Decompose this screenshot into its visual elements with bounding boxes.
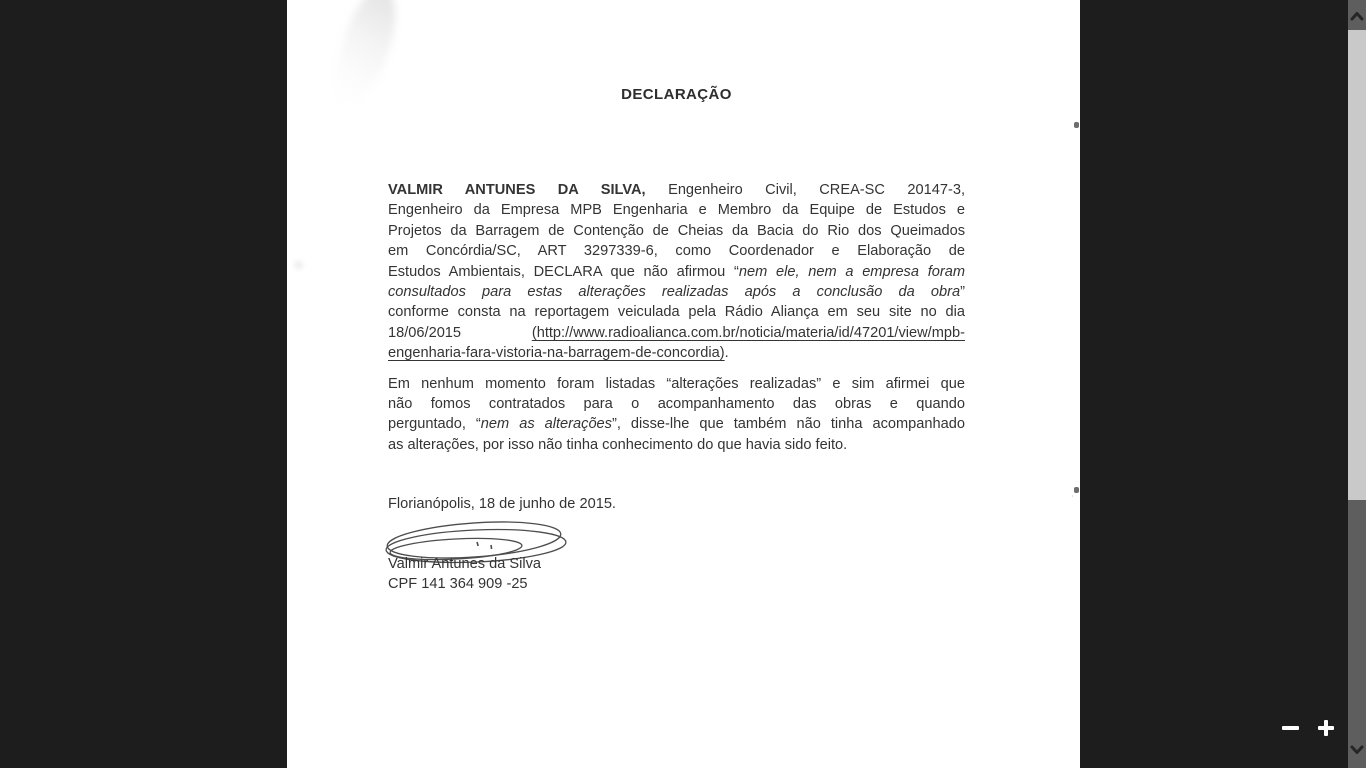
text-segment: . [724,345,729,362]
document-page [287,0,1080,768]
minus-icon [1282,726,1299,730]
text-segment: conforme consta na reportagem veiculada pela Rádio Aliança em seu site no dia [388,304,965,321]
scan-speck [1074,122,1079,128]
text-line [388,343,965,363]
signatory-name: Valmir Antunes da Silva [388,556,542,572]
text-segment: ”, disse-lhe que também não tinha acompanhado [611,416,965,433]
text-segment: ” [960,284,965,301]
url-text: engenharia-fara-vistoria-na-barragem-de-concordia) [388,345,725,362]
text-segment: Estudos Ambientais, DECLARA que não afirmou “ [388,263,739,280]
scroll-up-button[interactable] [1348,4,1366,28]
text-line [388,323,965,343]
document-body [388,180,965,455]
scan-smudge [288,255,308,275]
text-segment: consultados para estas alterações realizadas após a conclusão da obra [388,284,961,301]
chevron-down-icon [1350,745,1364,755]
text-segment: nem ele, nem a empresa foram [738,263,966,280]
zoom-controls [1276,713,1340,743]
document-title: DECLARAÇÃO [621,86,732,103]
text-line [388,221,965,241]
text-line [388,394,965,414]
zoom-in-button[interactable] [1312,713,1340,743]
text-segment: não fomos contratados para o acompanhamento das obras e quando [388,396,965,413]
text-line [388,241,965,261]
text-segment: as alterações, por isso não tinha conhecimento do que havia sido feito. [388,436,848,453]
paragraph [388,180,965,364]
text-line [388,180,965,200]
text-segment: perguntado, “ [388,416,481,433]
text-line [388,302,965,322]
text-segment: em Concórdia/SC, ART 3297339-6, como Coordenador e Elaboração de [388,243,965,260]
text-segment: Engenheiro da Empresa MPB Engenharia e Membro da Equipe de Estudos e [388,202,965,219]
url-text: (http://www.radioalianca.com.br/noticia/materia/id/47201/view/mpb- [531,324,965,341]
zoom-out-button[interactable] [1276,713,1304,743]
text-line [388,414,965,434]
text-segment: VALMIR ANTUNES DA SILVA, [388,182,646,198]
chevron-up-icon [1350,11,1364,21]
plus-icon [1318,720,1334,736]
text-segment: nem as alterações [480,416,612,433]
text-segment: Projetos da Barragem de Contenção de Cheias da Bacia do Rio dos Queimados [388,222,965,239]
text-segment: Em nenhum momento foram listadas “alterações realizadas” e sim afirmei que [388,375,965,392]
vertical-scrollbar[interactable] [1348,0,1366,768]
text-line [388,200,965,220]
text-line [388,374,965,394]
text-segment: 18/06/2015 [388,324,532,341]
signatory-cpf: CPF 141 364 909 -25 [388,576,528,592]
paragraph [388,374,965,456]
text-line [388,282,965,302]
text-line [388,435,965,455]
date-line: Florianópolis, 18 de junho de 2015. [388,496,616,512]
scan-speck [1074,487,1079,493]
text-segment: Engenheiro Civil, CREA-SC 20147-3, [645,182,966,198]
text-line [388,262,965,282]
scroll-down-button[interactable] [1348,738,1366,762]
scrollbar-thumb[interactable] [1348,30,1366,500]
